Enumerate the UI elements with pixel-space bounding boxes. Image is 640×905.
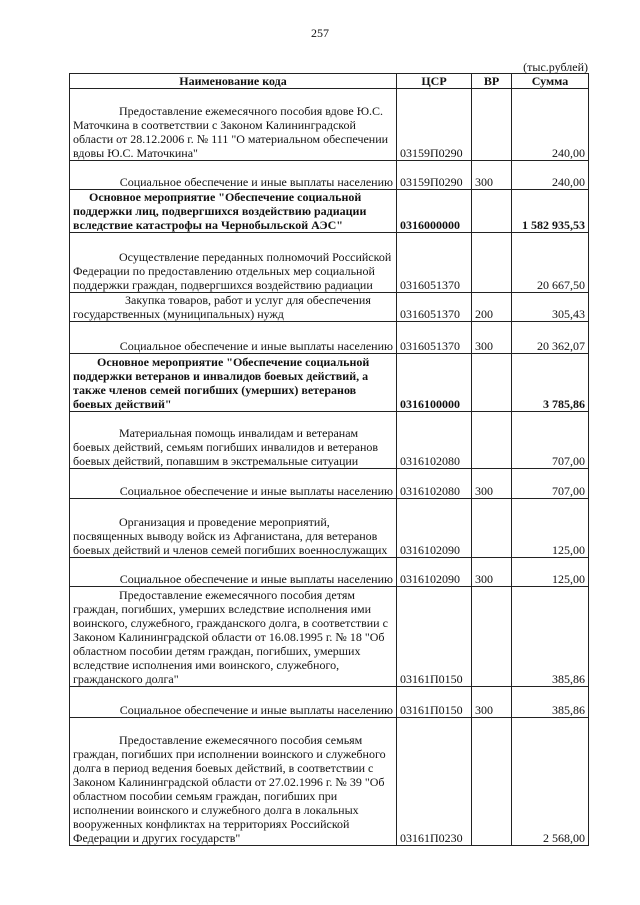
row-vr [472, 587, 512, 687]
header-sum: Сумма [512, 74, 589, 89]
row-name: Основное мероприятие "Обеспечение социальной поддержки ветеранов и инвалидов боевых действий, а также членов семей погибших (умерших) ветеранов боевых действий" [70, 354, 397, 412]
table-header-row [70, 74, 589, 89]
units-label: (тыс.рублей) [523, 60, 588, 74]
row-sum: 2 568,00 [512, 718, 589, 846]
row-csr: 03161П0150 [397, 587, 472, 687]
table-row [70, 718, 589, 846]
table-row [70, 89, 589, 161]
row-vr [472, 190, 512, 233]
row-name: Закупка товаров, работ и услуг для обеспечения государственных (муниципальных) нужд [70, 293, 397, 322]
table-row [70, 687, 589, 718]
row-sum: 125,00 [512, 558, 589, 587]
row-sum: 385,86 [512, 687, 589, 718]
row-csr: 0316100000 [397, 354, 472, 412]
row-csr: 03161П0150 [397, 687, 472, 718]
row-csr: 0316102080 [397, 469, 472, 499]
row-vr: 300 [472, 558, 512, 587]
budget-table [69, 73, 589, 846]
header-vr: ВР [472, 74, 512, 89]
row-vr [472, 499, 512, 558]
row-csr: 0316051370 [397, 322, 472, 354]
row-vr: 300 [472, 161, 512, 190]
row-vr: 300 [472, 469, 512, 499]
row-name: Социальное обеспечение и иные выплаты населению [70, 161, 397, 190]
row-csr: 03161П0230 [397, 718, 472, 846]
row-name: Социальное обеспечение и иные выплаты населению [70, 558, 397, 587]
table-row [70, 233, 589, 293]
page-number: 257 [311, 26, 329, 40]
table-row [70, 412, 589, 469]
row-vr [472, 89, 512, 161]
row-name: Социальное обеспечение и иные выплаты населению [70, 469, 397, 499]
row-vr [472, 233, 512, 293]
row-sum: 3 785,86 [512, 354, 589, 412]
row-csr: 0316102080 [397, 412, 472, 469]
row-sum: 305,43 [512, 293, 589, 322]
row-sum: 385,86 [512, 587, 589, 687]
table-row [70, 469, 589, 499]
row-vr [472, 718, 512, 846]
header-csr: ЦСР [397, 74, 472, 89]
row-name: Предоставление ежемесячного пособия семьям граждан, погибших при исполнении воинского и служебного долга в период ведения боевых действий, в соответствии с Законом Калининградской области от 27.02.1996 г. № 39 "Об областном пособии семьям граждан, погибших при исполнении воинского и служебного долга в локальных вооруженных конфликтах на территориях Российской Федерации и других государств" [70, 718, 397, 846]
row-vr: 200 [472, 293, 512, 322]
row-sum: 1 582 935,53 [512, 190, 589, 233]
row-sum: 20 362,07 [512, 322, 589, 354]
row-name: Социальное обеспечение и иные выплаты населению [70, 322, 397, 354]
table-row [70, 293, 589, 322]
row-name: Материальная помощь инвалидам и ветеранам боевых действий, семьям погибших инвалидов и ветеранов боевых действий, попавшим в экстремальные ситуации [70, 412, 397, 469]
table-row [70, 558, 589, 587]
header-name: Наименование кода [70, 74, 397, 89]
row-sum: 707,00 [512, 469, 589, 499]
row-csr: 0316051370 [397, 233, 472, 293]
row-name: Осуществление переданных полномочий Российской Федерации по предоставлению отдельных мер социальной поддержки граждан, подвергшихся воздействию радиации [70, 233, 397, 293]
table-row [70, 190, 589, 233]
row-vr: 300 [472, 322, 512, 354]
table-row [70, 499, 589, 558]
row-csr: 0316102090 [397, 558, 472, 587]
table-row [70, 322, 589, 354]
row-name: Основное мероприятие "Обеспечение социальной поддержки лиц, подвергшихся воздействию радиации вследствие катастрофы на Чернобыльской АЭС" [70, 190, 397, 233]
row-csr: 03159П0290 [397, 89, 472, 161]
row-sum: 125,00 [512, 499, 589, 558]
row-csr: 0316102090 [397, 499, 472, 558]
row-csr: 0316000000 [397, 190, 472, 233]
row-csr: 0316051370 [397, 293, 472, 322]
row-sum: 240,00 [512, 161, 589, 190]
row-name: Предоставление ежемесячного пособия детям граждан, погибших, умерших вследствие исполнения ими воинского, служебного, гражданского долга, в соответствии с Законом Калининградской области от 16.08.1995 г. № 18 "Об областном пособии детям граждан, погибших, умерших вследствие исполнения ими воинского, служебного, гражданского долга" [70, 587, 397, 687]
row-name: Предоставление ежемесячного пособия вдове Ю.С. Маточкина в соответствии с Законом Калининградской области от 28.12.2006 г. № 111 "О материальном обеспечении вдовы Ю.С. Маточкина" [70, 89, 397, 161]
row-vr [472, 354, 512, 412]
row-sum: 240,00 [512, 89, 589, 161]
table-row [70, 161, 589, 190]
table-row [70, 354, 589, 412]
row-sum: 20 667,50 [512, 233, 589, 293]
row-csr: 03159П0290 [397, 161, 472, 190]
table-row [70, 587, 589, 687]
row-vr: 300 [472, 687, 512, 718]
row-name: Социальное обеспечение и иные выплаты населению [70, 687, 397, 718]
row-vr [472, 412, 512, 469]
row-sum: 707,00 [512, 412, 589, 469]
row-name: Организация и проведение мероприятий, посвященных выводу войск из Афганистана, для ветеранов боевых действий и членов семей погибших военнослужащих [70, 499, 397, 558]
